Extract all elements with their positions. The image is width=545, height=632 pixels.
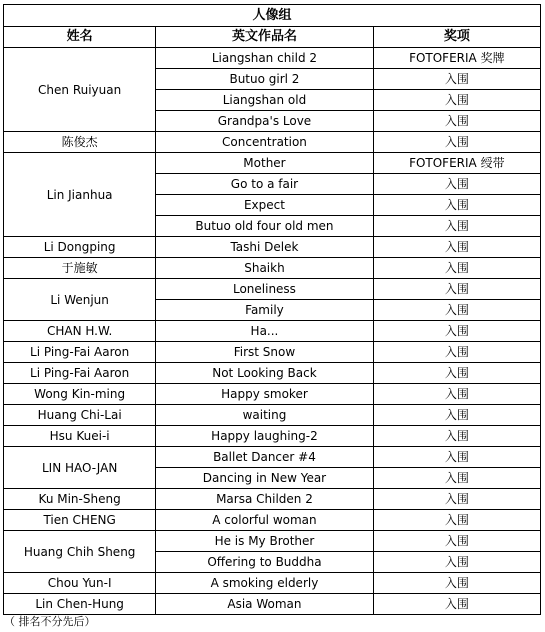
table-row	[4, 531, 541, 552]
work-title: Asia Woman	[156, 594, 373, 615]
award: 入围	[373, 552, 540, 573]
photographer-name: Chen Ruiyuan	[4, 48, 156, 132]
work-title: A smoking elderly	[156, 573, 373, 594]
award: 入围	[373, 195, 540, 216]
award: 入围	[373, 468, 540, 489]
photographer-name: 陈俊杰	[4, 132, 156, 153]
table-row	[4, 237, 541, 258]
table-row	[4, 573, 541, 594]
table-row	[4, 426, 541, 447]
table-row	[4, 258, 541, 279]
award: 入围	[373, 405, 540, 426]
photographer-name: Lin Chen-Hung	[4, 594, 156, 615]
award: 入围	[373, 510, 540, 531]
photographer-name: Li Dongping	[4, 237, 156, 258]
table-title: 人像组	[4, 5, 541, 27]
award: FOTOFERIA 绶带	[373, 153, 540, 174]
award: 入围	[373, 447, 540, 468]
work-title: Family	[156, 300, 373, 321]
work-title: Mother	[156, 153, 373, 174]
table-row	[4, 153, 541, 174]
table-row	[4, 384, 541, 405]
table-row	[4, 594, 541, 615]
table-row	[4, 363, 541, 384]
table-row	[4, 342, 541, 363]
table-row	[4, 48, 541, 69]
award: FOTOFERIA 奖牌	[373, 48, 540, 69]
footnote: （ 排名不分先后）	[4, 615, 96, 628]
table-row	[4, 405, 541, 426]
award: 入围	[373, 426, 540, 447]
work-title: Not Looking Back	[156, 363, 373, 384]
work-title: Butuo girl 2	[156, 69, 373, 90]
work-title: Shaikh	[156, 258, 373, 279]
award: 入围	[373, 384, 540, 405]
work-title: Expect	[156, 195, 373, 216]
award: 入围	[373, 342, 540, 363]
award: 入围	[373, 363, 540, 384]
work-title: Dancing in New Year	[156, 468, 373, 489]
table-row	[4, 489, 541, 510]
award: 入围	[373, 531, 540, 552]
award: 入围	[373, 279, 540, 300]
work-title: waiting	[156, 405, 373, 426]
award: 入围	[373, 300, 540, 321]
work-title: Go to a fair	[156, 174, 373, 195]
work-title: Loneliness	[156, 279, 373, 300]
work-title: A colorful woman	[156, 510, 373, 531]
work-title: Concentration	[156, 132, 373, 153]
award: 入围	[373, 174, 540, 195]
photographer-name: CHAN H.W.	[4, 321, 156, 342]
work-title: Liangshan child 2	[156, 48, 373, 69]
work-title: Ballet Dancer #4	[156, 447, 373, 468]
award: 入围	[373, 132, 540, 153]
award: 入围	[373, 111, 540, 132]
photographer-name: Huang Chi-Lai	[4, 405, 156, 426]
photographer-name: LIN HAO-JAN	[4, 447, 156, 489]
photographer-name: Huang Chih Sheng	[4, 531, 156, 573]
photographer-name: 于施敏	[4, 258, 156, 279]
table-row	[4, 321, 541, 342]
work-title: Happy smoker	[156, 384, 373, 405]
work-title: Offering to Buddha	[156, 552, 373, 573]
work-title: Tashi Delek	[156, 237, 373, 258]
work-title: Butuo old four old men	[156, 216, 373, 237]
award: 入围	[373, 321, 540, 342]
work-title: Liangshan old	[156, 90, 373, 111]
photographer-name: Li Ping-Fai Aaron	[4, 342, 156, 363]
award: 入围	[373, 258, 540, 279]
work-title: Ha...	[156, 321, 373, 342]
photographer-name: Li Ping-Fai Aaron	[4, 363, 156, 384]
work-title: Marsa Childen 2	[156, 489, 373, 510]
award: 入围	[373, 237, 540, 258]
work-title: He is My Brother	[156, 531, 373, 552]
table-row	[4, 279, 541, 300]
award: 入围	[373, 216, 540, 237]
table-row	[4, 510, 541, 531]
award: 入围	[373, 69, 540, 90]
photographer-name: Chou Yun-I	[4, 573, 156, 594]
photographer-name: Wong Kin-ming	[4, 384, 156, 405]
photographer-name: Tien CHENG	[4, 510, 156, 531]
table-row	[4, 447, 541, 468]
award: 入围	[373, 90, 540, 111]
work-title: Happy laughing-2	[156, 426, 373, 447]
work-title: First Snow	[156, 342, 373, 363]
header-name: 姓名	[4, 27, 156, 48]
table-body	[4, 48, 541, 615]
photographer-name: Li Wenjun	[4, 279, 156, 321]
photographer-name: Hsu Kuei-i	[4, 426, 156, 447]
photographer-name: Lin Jianhua	[4, 153, 156, 237]
award: 入围	[373, 573, 540, 594]
photographer-name: Ku Min-Sheng	[4, 489, 156, 510]
header-work: 英文作品名	[156, 27, 373, 48]
award: 入围	[373, 594, 540, 615]
table-row	[4, 132, 541, 153]
work-title: Grandpa's Love	[156, 111, 373, 132]
header-award: 奖项	[373, 27, 540, 48]
awards-table	[3, 4, 541, 615]
award: 入围	[373, 489, 540, 510]
